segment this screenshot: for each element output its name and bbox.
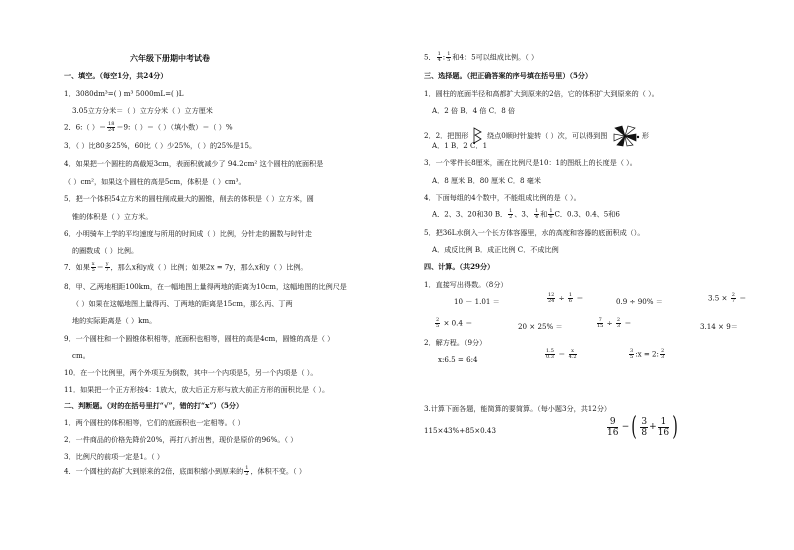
- question-1b: 3.05立方分米＝（ ）立方分米（ ）立方厘米: [72, 106, 213, 115]
- question-2: 2．6:（ ）＝ $\frac{18}{24}$ ＝9:（ ）＝（ ）（填小数）＝（ ）%: [64, 121, 233, 133]
- choice-4: 4．下面每组的4个数中，不能组成比例的是（ ）。: [424, 193, 581, 202]
- choice-3-options: A．8 厘米 B．80 厘米 C．8 毫米: [432, 176, 541, 185]
- question-7: 7．如果 $\frac{x}{5}$ ＝ $\frac{y}{7}$ ，那么x和y成（ ）比例；如果2x = 7y，那么x和y（ ）比例。: [64, 261, 308, 273]
- calc-2d: 3.14 × 9＝: [700, 322, 738, 331]
- question-9a: 9．一个圆柱和一个圆锥体积相等，底面积也相等，圆柱的高是4cm，圆锥的高是（ ）: [64, 334, 335, 343]
- equation-3: $\frac{3}{5}$ :x = 2: $\frac{2}{3}$: [630, 348, 665, 360]
- judge-3: 3．比例尺的前项一定是1。（ ）: [64, 452, 164, 461]
- choice-4-options: A．2、3、20和30 B． $\frac{1}{2}$ 、3、 $\frac{1}{4}$ 和 $\frac{1}{6}$ C．0.3、0.4、5和6: [432, 208, 620, 220]
- choice-1-options: A．2 倍 B．4 倍 C．8 倍: [432, 106, 516, 115]
- equation-1: x:6.5 = 6:4: [438, 355, 478, 364]
- calc-2b: 20 × 25% ＝: [518, 322, 563, 331]
- page-title: 六年级下册期中考试卷: [130, 53, 210, 63]
- section-fill-blank: 一、填空。（每空1分，共24分）: [64, 71, 168, 80]
- choice-5-options: A．成反比例 B．成正比例 C．不成比例: [432, 245, 559, 254]
- judge-4: 4．一个圆柱的高扩大到原来的2倍，底面积缩小到原来的 $\frac{1}{2}$ ，体积不变。（ ）: [64, 465, 306, 477]
- question-8c: 地的实际距离是（ ）km。: [72, 316, 157, 325]
- equation-2: $\frac{1.5}{0.3}$ ＝ $\frac{x}{4.2}$: [546, 348, 577, 360]
- equation-title: 2．解方程。（9分）: [424, 338, 487, 347]
- fraction: $\frac{18}{24}$: [108, 121, 115, 133]
- question-6a: 6．小明骑车上学的平均速度与所用的时间成（ ）比例，分针走的圈数与时针走: [64, 229, 312, 238]
- choice-2-options: A．1 B．2 C．1: [432, 141, 488, 150]
- question-6b: 的圈数成（ ）比例。: [72, 246, 139, 255]
- calc-1c: 0.9 ÷ 90% ＝: [616, 297, 663, 306]
- question-8b: （ ）如果在这幅地图上量得丙、丁两地的距离是15cm，那么丙、丁两: [72, 299, 293, 308]
- question-9b: cm。: [72, 351, 90, 360]
- choice-3: 3．一个零件长8厘米，画在比例尺是10：1的图纸上的长度是（ ）。: [424, 158, 637, 167]
- calc-direct-title: 1．直接写出得数。（8分）: [424, 280, 508, 289]
- section-calc: 四、计算。（共29分）: [424, 262, 495, 271]
- choice-5: 5．把36L水倒入一个长方体容器里，水的高度和容器的底面积成（）。: [424, 228, 645, 237]
- pinwheel-shape-icon: [610, 124, 640, 148]
- question-5a: 5．把一个体积54立方米的圆柱削成最大的圆锥，削去的体积是（ ）立方米，圆: [64, 194, 314, 203]
- section-judge: 二、判断题。（对的在括号里打“√”，错的打“x”）（5分）: [64, 401, 244, 410]
- choice-2: 2．2．把图形 绕点0顺时针旋转（ ）次，可以得到图 形: [424, 124, 649, 148]
- question-8a: 8．甲、乙两地相距100km，在一幅地图上量得两地的距离为10cm，这幅地图的比例尺是: [64, 282, 347, 291]
- calc-2c: $\frac{7}{15}$ ÷ $\frac{2}{3}$ ＝: [597, 317, 632, 329]
- simplify-1: 115×43%+85×0.43: [424, 426, 496, 435]
- question-11: 11．如果把一个正方形按4：1放大，放大后正方形与放大前正方形的面积比是（ ）。: [64, 385, 330, 394]
- question-5b: 锥的体积是（ ）立方米。: [72, 212, 153, 221]
- question-5-right: 5． $\frac{1}{4}$ : $\frac{1}{5}$ 和4：5可以组成比例。（ ）: [424, 51, 539, 63]
- calc-1b: $\frac{12}{24}$ ÷ $\frac{1}{6}$ ＝: [548, 292, 584, 304]
- question-4a: 4．如果把一个圆柱的高截短3cm，表面积就减少了 94.2cm² 这个圆柱的底面积是: [64, 159, 324, 168]
- section-choice: 三、选择题。（把正确答案的序号填在括号里）（5分）: [424, 71, 593, 80]
- question-1a: 1．3080dm³=( ) m³ 5000mL=( )L: [64, 89, 184, 98]
- question-3: 3．（ ）比80多25%，60比（ ）少25%，（ ）的25%是15。: [64, 141, 257, 150]
- question-4b: （ ）cm²，如果这个圆柱的高是5cm，体积是（ ）cm³。: [64, 177, 246, 186]
- choice-1: 1．圆柱的底面半径和高都扩大到原来的2倍，它的体积扩大到原来的（ ）。: [424, 89, 659, 98]
- simplify-title: 3.计算下面各题，能简算的要简算。（每小题3分，共12分）: [424, 404, 612, 413]
- calc-1a: 10 － 1.01 ＝: [454, 297, 500, 306]
- calc-2a: $\frac{2}{5}$ × 0.4 ＝: [436, 317, 473, 329]
- question-10: 10．在一个比例里，两个外项互为倒数，其中一个内项是5，另一个内项是（ ）。: [64, 368, 318, 377]
- simplify-2: $\frac{9}{16}$ −( $\frac{3}{8}$ + $\frac{1}{16}$ ): [607, 412, 679, 442]
- judge-2: 2．一件商品的价格先降价20%，再打八折出售，现价是原价的96%。（ ）: [64, 435, 298, 444]
- calc-1d: 3.5 × $\frac{2}{7}$ ＝: [708, 292, 747, 304]
- judge-1: 1．两个圆柱的体积相等，它们的底面积也一定相等。（ ）: [64, 418, 245, 427]
